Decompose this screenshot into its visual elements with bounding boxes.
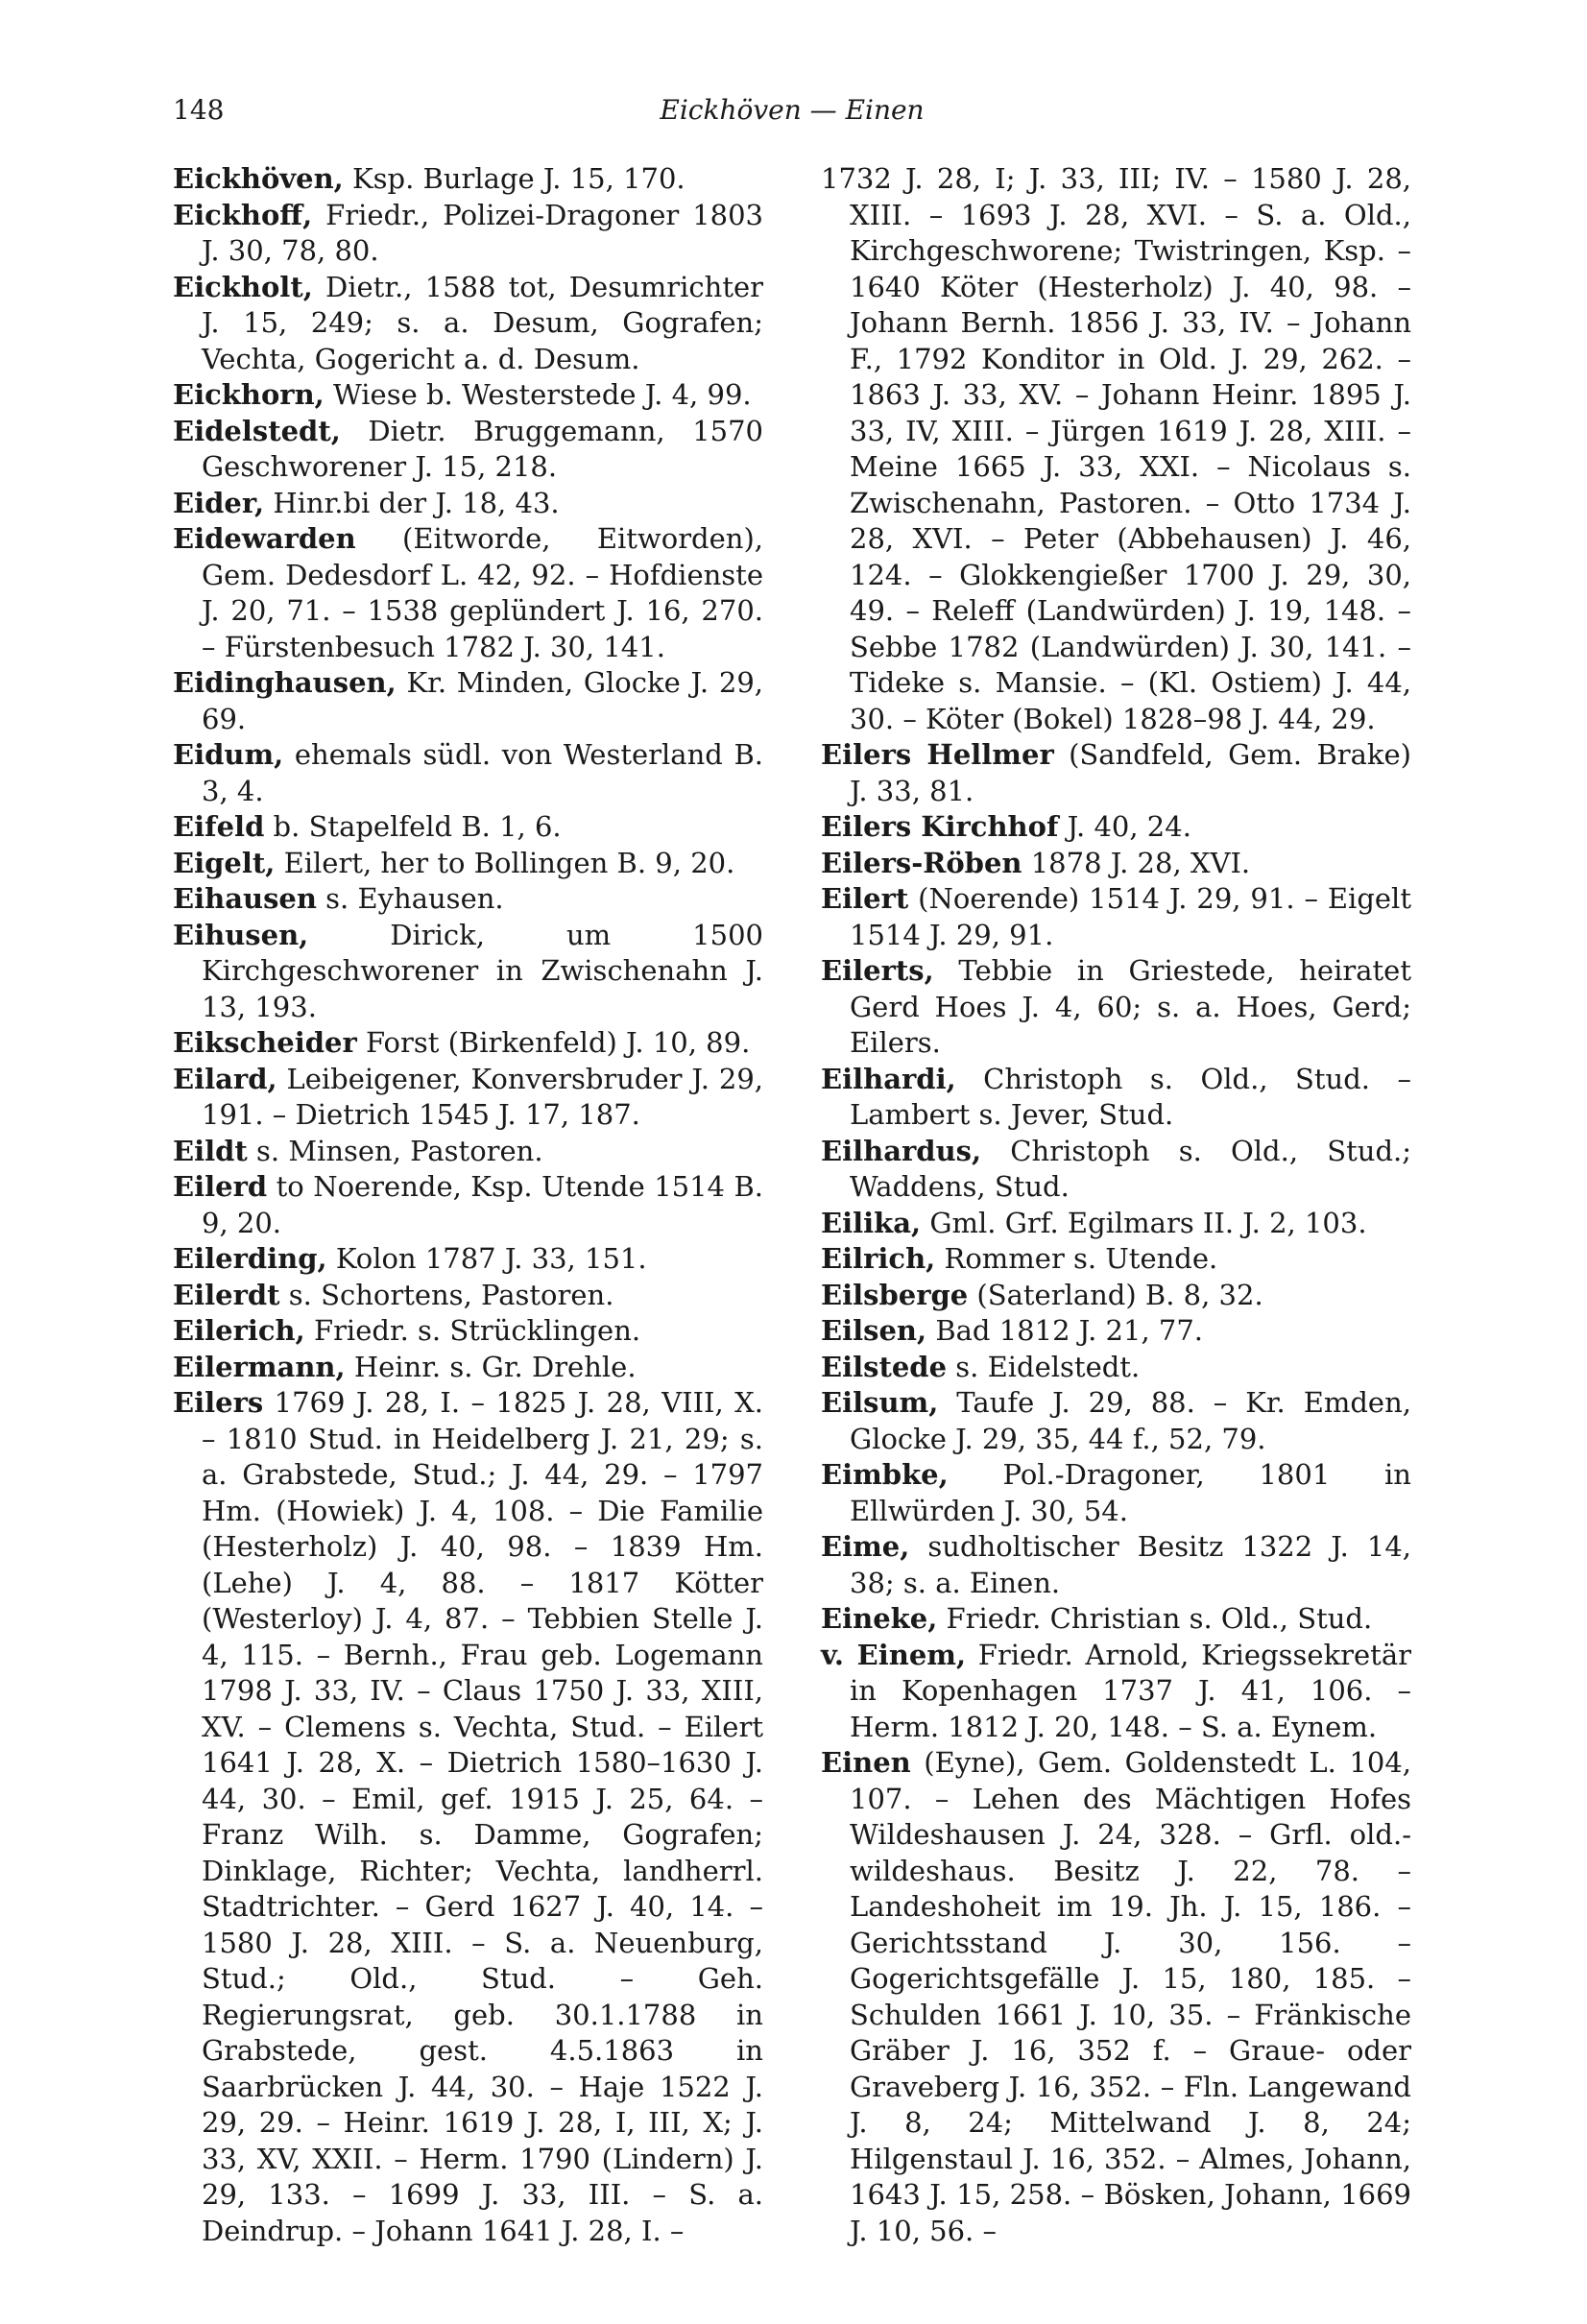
entry-lemma: Eickhöven,: [173, 162, 344, 195]
entry-lemma: Eidum,: [173, 738, 284, 771]
index-entry: [821, 881, 1411, 953]
index-entry: [821, 1385, 1411, 1457]
entry-lemma: Eilers-Röben: [821, 846, 1022, 879]
entry-lemma: Eilerich,: [173, 1314, 305, 1347]
index-entry: [173, 486, 763, 522]
entry-lemma: Eilers: [173, 1386, 264, 1419]
entry-lemma: Eilard,: [173, 1062, 277, 1095]
index-entry: [173, 881, 763, 918]
index-entry: [173, 1313, 763, 1350]
index-entry: [821, 1350, 1411, 1386]
entry-text: 1769 J. 28, I. – 1825 J. 28, VIII, X. – 1810 Stud. in Heidelberg J. 21, 29; s. a. Grabstede, Stud.; J. 44, 29. – 1797 Hm. (Howiek) J. 4, 108. – Die Familie (Hesterholz) J. 40, 98. – 1839 Hm. (Lehe) J. 4, 88. – 1817 Kötter (Westerloy) J. 4, 87. – Tebbien Stelle J. 4, 115. – Bernh., Frau geb. Logemann 1798 J. 33, IV. – Claus 1750 J. 33, XIII, XV. – Clemens s. Vechta, Stud. – Eilert 1641 J. 28, X. – Dietrich 1580–1630 J. 44, 30. – Emil, gef. 1915 J. 25, 64. – Franz Wilh. s. Damme, Gografen; Dinklage, Richter; Vechta, landherrl. Stadtrichter. – Gerd 1627 J. 40, 14. – 1580 J. 28, XIII. – S. a. Neuenburg, Stud.; Old., Stud. – Geh. Regierungsrat, geb. 30.1.1788 in Grabstede, gest. 4.5.1863 in Saarbrücken J. 44, 30. – Haje 1522 J. 29, 29. – Heinr. 1619 J. 28, I, III, X; J. 33, XV, XXII. – Herm. 1790 (Lindern) J. 29, 133. – 1699 J. 33, III. – S. a. Deindrup. – Johann 1641 J. 28, I. –: [202, 1386, 763, 2247]
entry-text: to Noerende, Ksp. Utende 1514 B. 9, 20.: [202, 1170, 763, 1239]
entry-text: (Sandfeld, Gem. Brake) J. 33, 81.: [850, 738, 1411, 807]
entry-lemma: Eickholt,: [173, 270, 313, 303]
entry-text: Forst (Birkenfeld) J. 10, 89.: [356, 1026, 751, 1059]
entry-text: 1878 J. 28, XVI.: [1022, 846, 1251, 879]
entry-lemma: Eimbke,: [821, 1458, 949, 1491]
index-entry: [173, 1169, 763, 1241]
entry-text: b. Stapelfeld B. 1, 6.: [264, 810, 562, 843]
entry-text: s. Eyhausen.: [316, 882, 504, 915]
index-entry: [821, 1638, 1411, 1746]
entry-lemma: Eilerd: [173, 1170, 268, 1203]
index-entry: [173, 1350, 763, 1386]
entry-text: Friedr., Polizei-Dragoner 1803 J. 30, 78, 80.: [202, 198, 763, 267]
entry-prefix: v.: [821, 1638, 857, 1671]
entry-lemma: Eilhardi,: [821, 1062, 956, 1095]
entry-lemma: Eilika,: [821, 1206, 922, 1239]
index-entry: [173, 1241, 763, 1278]
entry-text: (Noerende) 1514 J. 29, 91. – Eigelt 1514 J. 29, 91.: [850, 882, 1411, 951]
entry-lemma: Eilerding,: [173, 1242, 327, 1275]
left-column: [173, 161, 763, 2249]
entry-lemma: Einem,: [856, 1638, 967, 1671]
index-entry: [821, 1457, 1411, 1529]
index-entry: [821, 1134, 1411, 1206]
entry-lemma: Eilsum,: [821, 1386, 939, 1419]
index-entry: [173, 1385, 763, 2249]
entry-lemma: Eineke,: [821, 1602, 938, 1635]
entry-lemma: Eildt: [173, 1134, 248, 1167]
entry-lemma: Eilrich,: [821, 1242, 936, 1275]
entry-lemma: Eilers Hellmer: [821, 738, 1054, 771]
entry-lemma: Eickhoff,: [173, 198, 313, 231]
index-entry: [173, 1025, 763, 1062]
entry-text: Rommer s. Utende.: [935, 1242, 1218, 1275]
entry-lemma: Eikscheider: [173, 1026, 357, 1059]
entry-text: Dietr., 1588 tot, Desumrichter J. 15, 249; s. a. Desum, Gografen; Vechta, Gogericht a. d. Desum.: [202, 270, 763, 375]
entry-text: J. 40, 24.: [1058, 810, 1191, 843]
entry-text: (Eyne), Gem. Goldenstedt L. 104, 107. – Lehen des Mächtigen Hofes Wildeshausen J. 24, 328. – Grfl. old.-wildeshaus. Besitz J. 22, 78. – Landeshoheit im 19. Jh. J. 15, 186. – Gerichtsstand J. 30, 156. – Gogerichtsgefälle J. 15, 180, 185. – Schulden 1661 J. 10, 35. – Fränkische Gräber J. 16, 352 f. – Graue- oder Graveberg J. 16, 352. – Fln. Langewand J. 8, 24; Mittelwand J. 8, 24; Hilgenstaul J. 16, 352. – Almes, Johann, 1643 J. 15, 258. – Bösken, Johann, 1669 J. 10, 56. –: [850, 1746, 1411, 2247]
entry-lemma: Eickhorn,: [173, 378, 325, 411]
entry-text: Tebbie in Griestede, heiratet Gerd Hoes J. 4, 60; s. a. Hoes, Gerd; Eilers.: [850, 954, 1411, 1059]
index-entry: [173, 161, 763, 198]
entry-text: (Eitworde, Eitworden), Gem. Dedesdorf L. 42, 92. – Hofdienste J. 20, 71. – 1538 geplündert J. 16, 270. – Fürstenbesuch 1782 J. 30, 141.: [202, 522, 763, 663]
index-entry: [821, 1529, 1411, 1601]
entry-lemma: Eihausen: [173, 882, 317, 915]
index-entry: [821, 1278, 1411, 1314]
entry-text: Eilert, her to Bollingen B. 9, 20.: [275, 846, 735, 879]
index-entry: [821, 809, 1411, 846]
entry-text: Heinr. s. Gr. Drehle.: [345, 1350, 637, 1383]
entry-lemma: Eilsen,: [821, 1314, 927, 1347]
index-entry: [821, 1241, 1411, 1278]
entry-lemma: Eilsberge: [821, 1278, 969, 1311]
entry-text: Bad 1812 J. 21, 77.: [926, 1314, 1203, 1347]
entry-text: Christoph s. Old., Stud.; Waddens, Stud.: [850, 1134, 1411, 1203]
entry-lemma: Eifeld: [173, 810, 265, 843]
page-number: 148: [173, 94, 225, 126]
entry-lemma: Eihusen,: [173, 918, 309, 951]
entry-text: Taufe J. 29, 88. – Kr. Emden, Glocke J. 29, 35, 44 f., 52, 79.: [850, 1386, 1411, 1455]
entry-lemma: Eilermann,: [173, 1350, 346, 1383]
index-entry: [821, 1601, 1411, 1638]
index-entry: [173, 270, 763, 378]
index-entry: [173, 1134, 763, 1170]
index-entry: [821, 1745, 1411, 2249]
entry-text: Friedr. s. Strücklingen.: [304, 1314, 641, 1347]
entry-lemma: Eidelstedt,: [173, 414, 341, 447]
index-entry: [173, 521, 763, 665]
entry-text: 1732 J. 28, I; J. 33, III; IV. – 1580 J. 28, XIII. – 1693 J. 28, XVI. – S. a. Old., Kirchgeschworene; Twistringen, Ksp. – 1640 Köter (Hesterholz) J. 40, 98. – Johann Bernh. 1856 J. 33, IV. – Johann F., 1792 Konditor in Old. J. 29, 262. – 1863 J. 33, XV. – Johann Heinr. 1895 J. 33, IV, XIII. – Jürgen 1619 J. 28, XIII. – Meine 1665 J. 33, XXI. – Nicolaus s. Zwischenahn, Pastoren. – Otto 1734 J. 28, XVI. – Peter (Abbehausen) J. 46, 124. – Glokkengießer 1700 J. 29, 30, 49. – Releff (Landwürden) J. 19, 148. – Sebbe 1782 (Landwürden) J. 30, 141. – Tideke s. Mansie. – (Kl. Ostiem) J. 44, 30. – Köter (Bokel) 1828–98 J. 44, 29.: [821, 162, 1411, 735]
entry-lemma: Eilhardus,: [821, 1134, 982, 1167]
index-entry: [173, 414, 763, 486]
index-entry: [821, 1206, 1411, 1242]
index-entry: [173, 665, 763, 737]
entry-lemma: Eilerdt: [173, 1278, 280, 1311]
entry-lemma: Einen: [821, 1746, 911, 1779]
index-entry: [173, 918, 763, 1026]
entry-text: Wiese b. Westerstede J. 4, 99.: [324, 378, 752, 411]
entry-text: sudholtischer Besitz 1322 J. 14, 38; s. a. Einen.: [850, 1530, 1411, 1599]
entry-lemma: Eime,: [821, 1530, 910, 1563]
entry-text: (Saterland) B. 8, 32.: [968, 1278, 1263, 1311]
index-entry: [173, 1062, 763, 1134]
entry-lemma: Eilstede: [821, 1350, 948, 1383]
entry-text: Kr. Minden, Glocke J. 29, 69.: [202, 666, 763, 735]
index-entry: [821, 1313, 1411, 1350]
entry-lemma: Eilers Kirchhof: [821, 810, 1059, 843]
entry-text: Pol.-Dragoner, 1801 in Ellwürden J. 30, 54.: [850, 1458, 1411, 1527]
entry-text: Leibeigener, Konversbruder J. 29, 191. – Dietrich 1545 J. 17, 187.: [202, 1062, 763, 1131]
entry-text: Hinr.bi der J. 18, 43.: [264, 486, 560, 519]
entry-text: Dirick, um 1500 Kirchgeschworener in Zwischenahn J. 13, 193.: [202, 918, 763, 1023]
index-entry: [821, 161, 1411, 737]
entry-text: s. Minsen, Pastoren.: [247, 1134, 543, 1167]
index-entry: [821, 1062, 1411, 1134]
entry-text: s. Eidelstedt.: [947, 1350, 1141, 1383]
index-entry: [173, 1278, 763, 1314]
entry-text: Friedr. Arnold, Kriegssekretär in Kopenhagen 1737 J. 41, 106. – Herm. 1812 J. 20, 148. – S. a. Eynem.: [850, 1638, 1411, 1743]
index-entry: [173, 737, 763, 809]
entry-text: Christoph s. Old., Stud. – Lambert s. Jever, Stud.: [850, 1062, 1411, 1131]
entry-text: Dietr. Bruggemann, 1570 Geschworener J. 15, 218.: [202, 414, 763, 483]
entry-lemma: Eigelt,: [173, 846, 276, 879]
entry-text: Ksp. Burlage J. 15, 170.: [343, 162, 685, 195]
entry-text: Friedr. Christian s. Old., Stud.: [937, 1602, 1373, 1635]
index-entry: [821, 953, 1411, 1062]
right-column: [821, 161, 1411, 2249]
index-entry: [173, 846, 763, 882]
index-entry: [821, 737, 1411, 809]
entry-lemma: Eilerts,: [821, 954, 934, 987]
entry-text: Gml. Grf. Egilmars II. J. 2, 103.: [921, 1206, 1367, 1239]
entry-lemma: Eidewarden: [173, 522, 356, 555]
index-entry: [173, 377, 763, 414]
index-entry: [821, 846, 1411, 882]
index-entry: [173, 198, 763, 270]
page-header: [173, 94, 1411, 132]
entry-lemma: Eider,: [173, 486, 265, 519]
index-entry: [173, 809, 763, 846]
entry-lemma: Eilert: [821, 882, 909, 915]
entry-text: Kolon 1787 J. 33, 151.: [326, 1242, 647, 1275]
entry-lemma: Eidinghausen,: [173, 666, 397, 699]
entry-text: s. Schortens, Pastoren.: [279, 1278, 614, 1311]
running-head: Eickhöven — Einen: [660, 94, 925, 126]
entry-text: ehemals südl. von Westerland B. 3, 4.: [202, 738, 763, 807]
